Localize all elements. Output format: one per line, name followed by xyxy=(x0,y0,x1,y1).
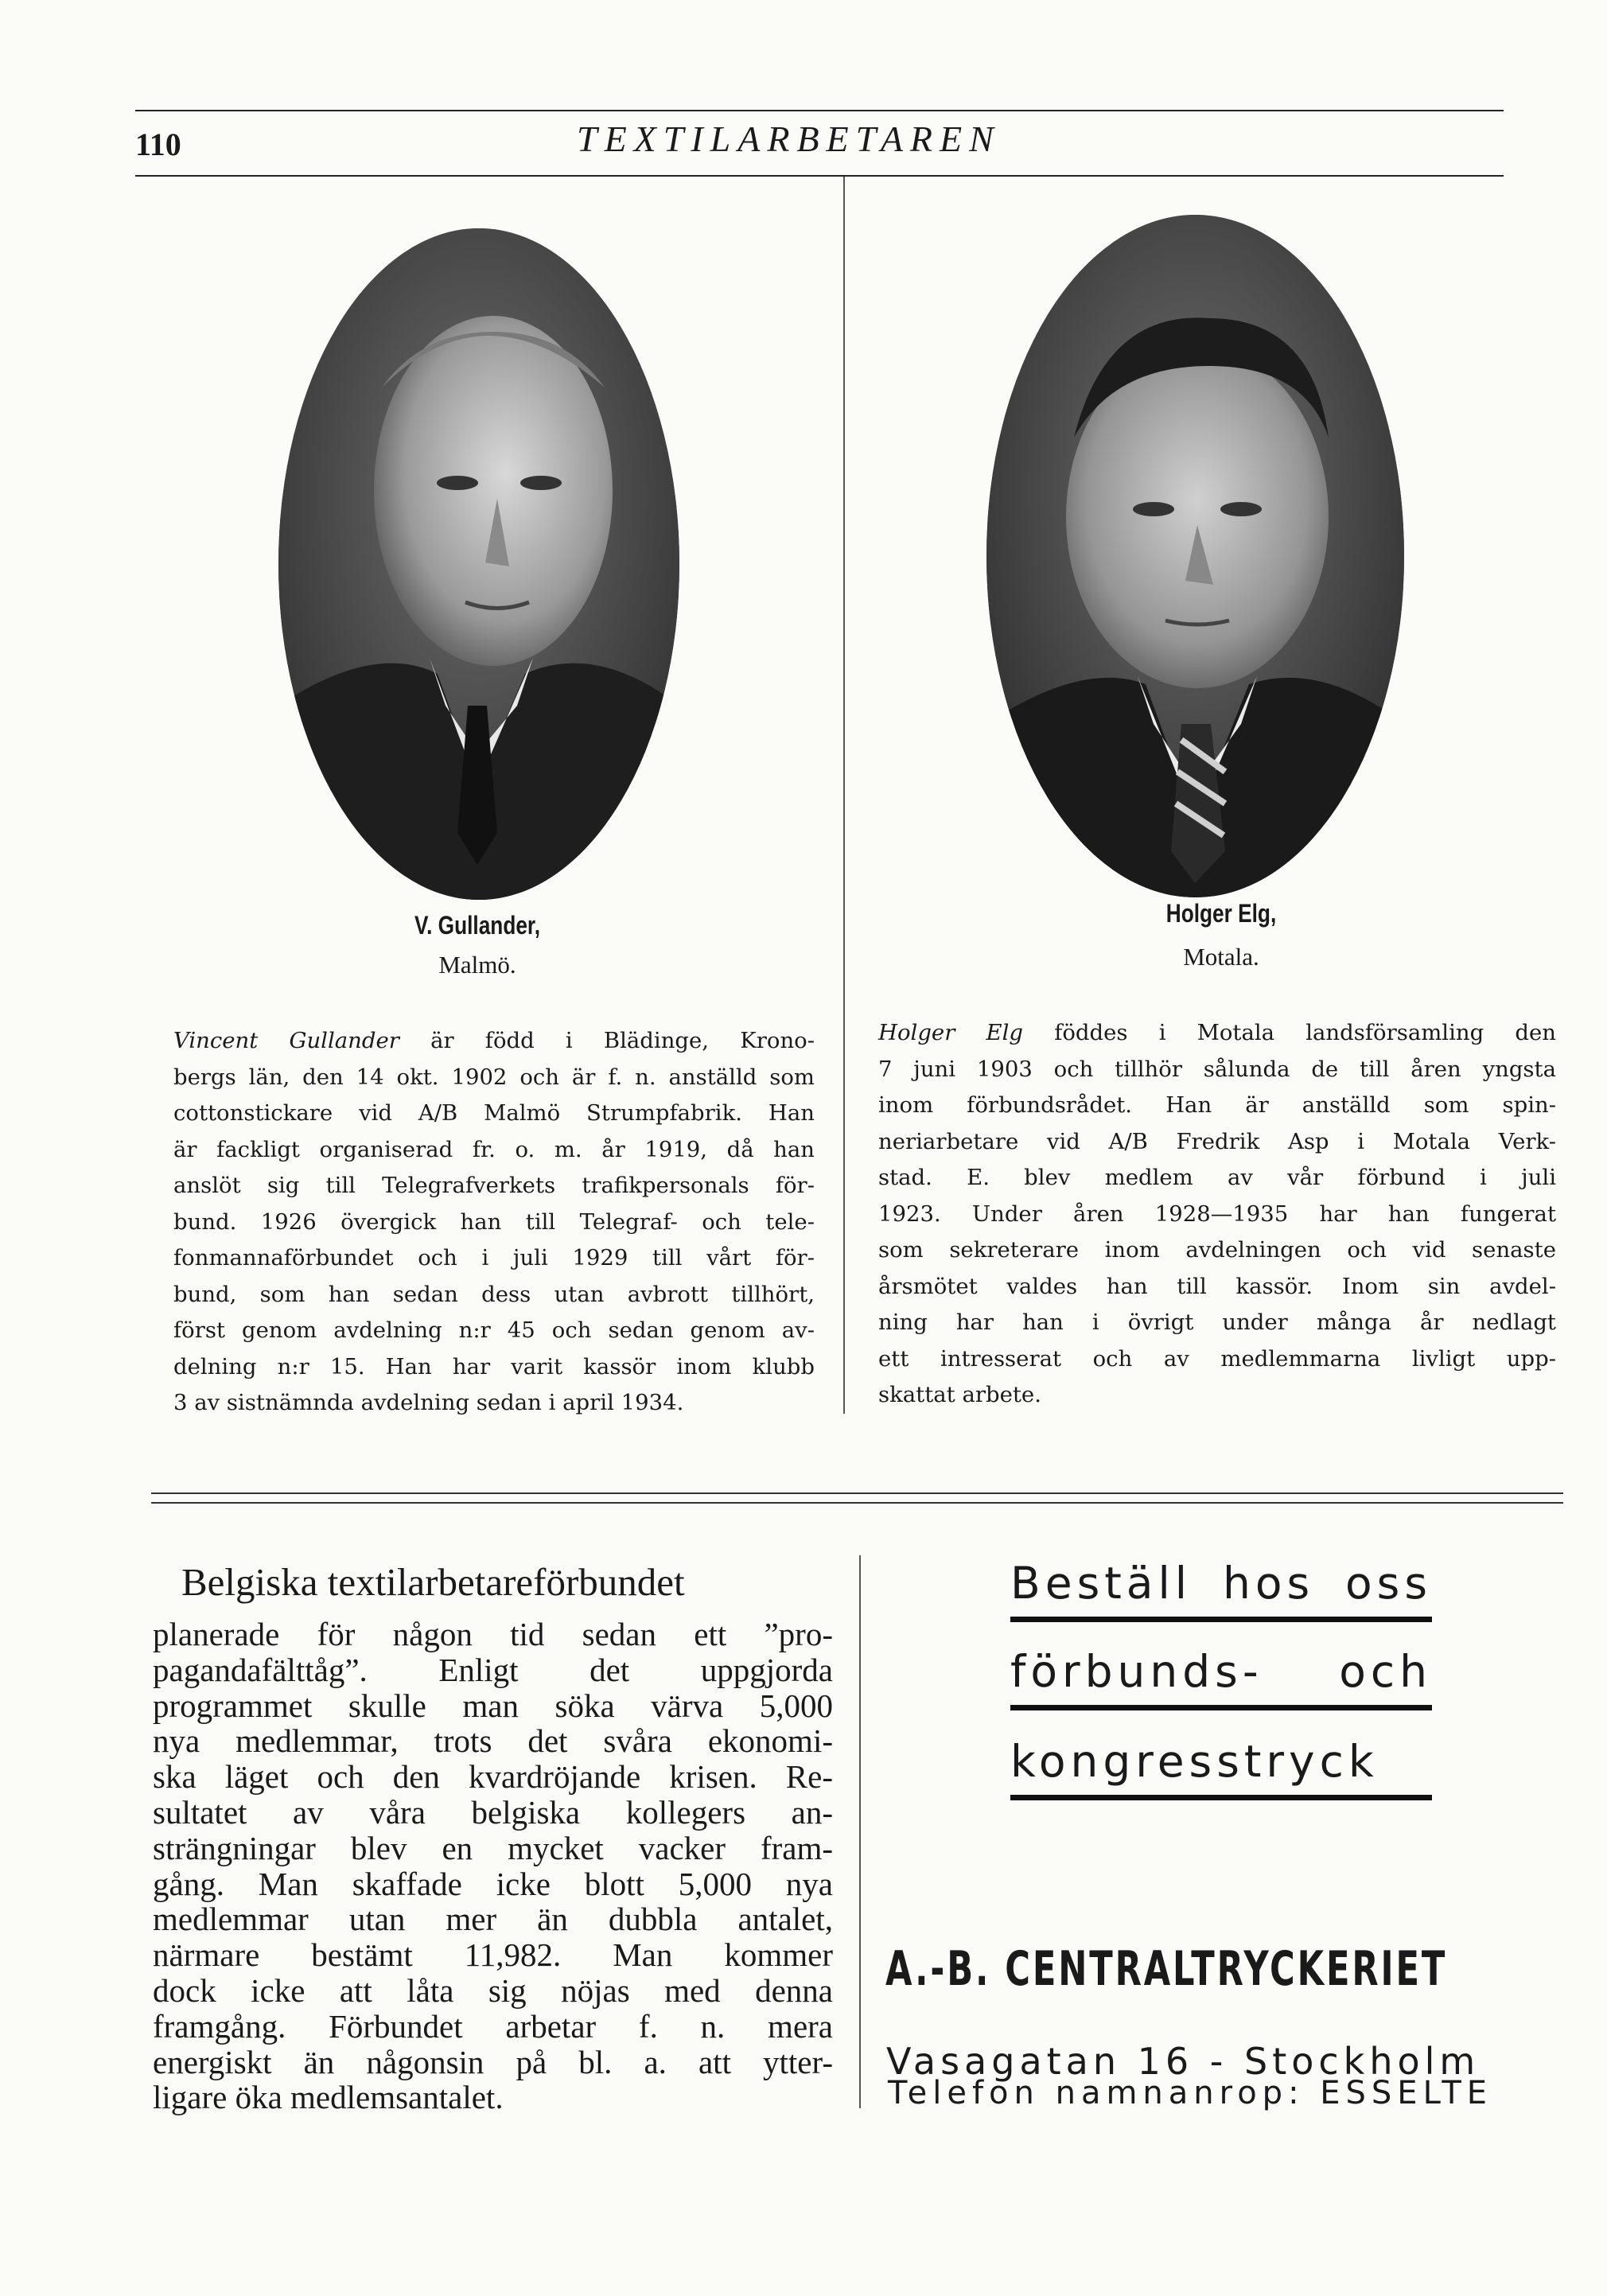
bio-text: 7 juni 1903 och tillhör sålunda de till åren yngsta xyxy=(878,1056,1556,1082)
bio-line xyxy=(878,1015,1556,1052)
bio-text: ett intresserat och av medlemmarna livligt upp- xyxy=(878,1345,1556,1372)
article-line: energiskt än någonsin på bl. a. att ytter- xyxy=(153,2043,833,2080)
bio-text: årsmötet valdes han till kassör. Inom sin avdel- xyxy=(878,1273,1556,1299)
article-line: ligare öka medlemsantalet. xyxy=(153,2079,504,2116)
article-line: gång. Man skaffade icke blott 5,000 nya xyxy=(153,1865,833,1902)
bio-line xyxy=(878,1197,1556,1233)
column-separator-bottom xyxy=(859,1555,861,2108)
bio-line xyxy=(173,1277,815,1313)
ad-company-name: A.-B. CENTRALTRYCKERIET xyxy=(885,1941,1448,1997)
column-separator-top xyxy=(843,177,845,1414)
section-rule-upper xyxy=(151,1492,1563,1494)
article-line: planerade för någon tid sedan ett ”pro- xyxy=(153,1616,833,1652)
bio-text: fonmannaförbundet och i juli 1929 till vårt för- xyxy=(173,1245,815,1271)
article-line: programmet skulle man söka värva 5,000 xyxy=(153,1687,833,1724)
bio-line xyxy=(173,1204,815,1241)
bio-text: inom förbundsrådet. Han är anställd som spin- xyxy=(878,1092,1556,1118)
bio-text: föddes i Motala landsförsamling den xyxy=(1023,1020,1556,1045)
bio-name-italic: Holger Elg xyxy=(878,1020,1024,1045)
journal-title: TEXTILARBETAREN xyxy=(577,119,1001,159)
ad-address: Vasagatan 16 - Stockholm xyxy=(886,2040,1481,2083)
bio-line xyxy=(878,1124,1556,1161)
page-number: 110 xyxy=(135,126,181,162)
article-line: framgång. Förbundet arbetar f. n. mera xyxy=(153,2007,833,2045)
bio-text: bund. 1926 övergick han till Telegraf- och tele- xyxy=(173,1208,815,1235)
bio-line xyxy=(878,1232,1556,1269)
article-line: ska läget och den kvardröjande krisen. Re- xyxy=(153,1758,833,1796)
article-body xyxy=(153,1617,833,2115)
bio-text: först genom avdelning n:r 45 och sedan genom av- xyxy=(173,1317,815,1343)
bio-line xyxy=(878,1052,1556,1088)
ad-company-block xyxy=(885,1941,1586,1997)
caption-name-gullander: V. Gullander, xyxy=(414,911,540,940)
article-line: nya medlemmar, trots det svåra ekonomi- xyxy=(153,1722,833,1760)
portrait-gullander xyxy=(278,228,679,900)
bio-text: skattat arbete. xyxy=(878,1382,1041,1407)
bio-text: är född i Blädinge, Krono- xyxy=(399,1028,815,1053)
bio-line xyxy=(173,1240,815,1277)
caption-place-gullander: Malmö. xyxy=(438,951,516,979)
article-title: Belgiska textilarbetareförbundet xyxy=(181,1560,685,1604)
bio-text: cottonstickare vid A/B Malmö Strumpfabrik. Han xyxy=(173,1100,815,1126)
bio-line xyxy=(878,1269,1556,1306)
article-line: dock icke att låta sig nöjas med denna xyxy=(153,1971,833,2009)
bio-line xyxy=(173,1095,815,1132)
ad-rule-1 xyxy=(1010,1617,1432,1622)
bio-line xyxy=(173,1060,815,1096)
bio-line xyxy=(878,1160,1556,1197)
caption-place-elg: Motala. xyxy=(1183,943,1259,971)
bio-line xyxy=(173,1385,815,1422)
bio-line xyxy=(878,1305,1556,1341)
bio-name-italic: Vincent Gullander xyxy=(173,1028,399,1053)
bio-text: bergs län, den 14 okt. 1902 och är f. n. anställd som xyxy=(173,1064,815,1090)
article-line: pagandafälttåg”. Enligt det uppgjorda xyxy=(153,1651,833,1688)
bio-text: som sekreterare inom avdelningen och vid senaste xyxy=(878,1237,1556,1263)
ad-phone: Telefon namnanrop: ESSELTE xyxy=(888,2075,1493,2111)
bio-gullander xyxy=(173,1023,815,1422)
bio-text: stad. E. blev medlem av vår förbund i juli xyxy=(878,1165,1556,1190)
bio-text: 3 av sistnämnda avdelning sedan i april 1934. xyxy=(173,1390,684,1415)
ad-line-3: kongresstryck xyxy=(1010,1736,1379,1787)
bio-text: delning n:r 15. Han har varit kassör inom klubb xyxy=(173,1353,815,1380)
bio-text: anslöt sig till Telegrafverkets trafikpersonals för- xyxy=(173,1173,815,1198)
bio-line xyxy=(173,1349,815,1386)
article-line: strängningar blev en mycket vacker fram- xyxy=(153,1829,833,1866)
header-top-rule xyxy=(135,110,1504,111)
bio-text: är fackligt organiserad fr. o. m. år 1919, då han xyxy=(173,1136,815,1162)
ad-line-1: Beställ hos oss xyxy=(1010,1558,1432,1609)
article-line: medlemmar utan mer än dubbla antalet, xyxy=(153,1901,833,1938)
bio-text: 1923. Under åren 1928—1935 har han fungerat xyxy=(878,1201,1556,1227)
bio-line xyxy=(173,1132,815,1169)
article-line: sultatet av våra belgiska kollegers an- xyxy=(153,1793,833,1831)
portrait-elg-image xyxy=(986,215,1404,897)
advertisement xyxy=(1010,1558,1440,1800)
header-bottom-rule xyxy=(135,175,1504,177)
bio-text: ning har han i övrigt under många år nedlagt xyxy=(878,1309,1556,1335)
bio-text: bund, som han sedan dess utan avbrott tillhört, xyxy=(173,1281,815,1307)
bio-text: neriarbetare vid A/B Fredrik Asp i Motala Verk- xyxy=(878,1128,1556,1154)
portrait-gullander-image xyxy=(278,228,679,900)
bio-line xyxy=(173,1168,815,1204)
ad-rule-3 xyxy=(1010,1795,1432,1800)
portrait-elg xyxy=(986,215,1404,897)
bio-line xyxy=(878,1088,1556,1124)
bio-line xyxy=(878,1377,1556,1414)
bio-line xyxy=(878,1341,1556,1378)
bio-elg xyxy=(878,1015,1556,1414)
bio-line xyxy=(173,1313,815,1349)
caption-name-elg: Holger Elg, xyxy=(1165,899,1277,928)
article-line: närmare bestämt 11,982. Man kommer xyxy=(153,1936,833,1974)
bio-line xyxy=(173,1023,815,1060)
section-rule-lower xyxy=(151,1502,1563,1504)
ad-rule-2 xyxy=(1010,1705,1432,1710)
ad-line-2: förbunds- och xyxy=(1010,1646,1432,1697)
